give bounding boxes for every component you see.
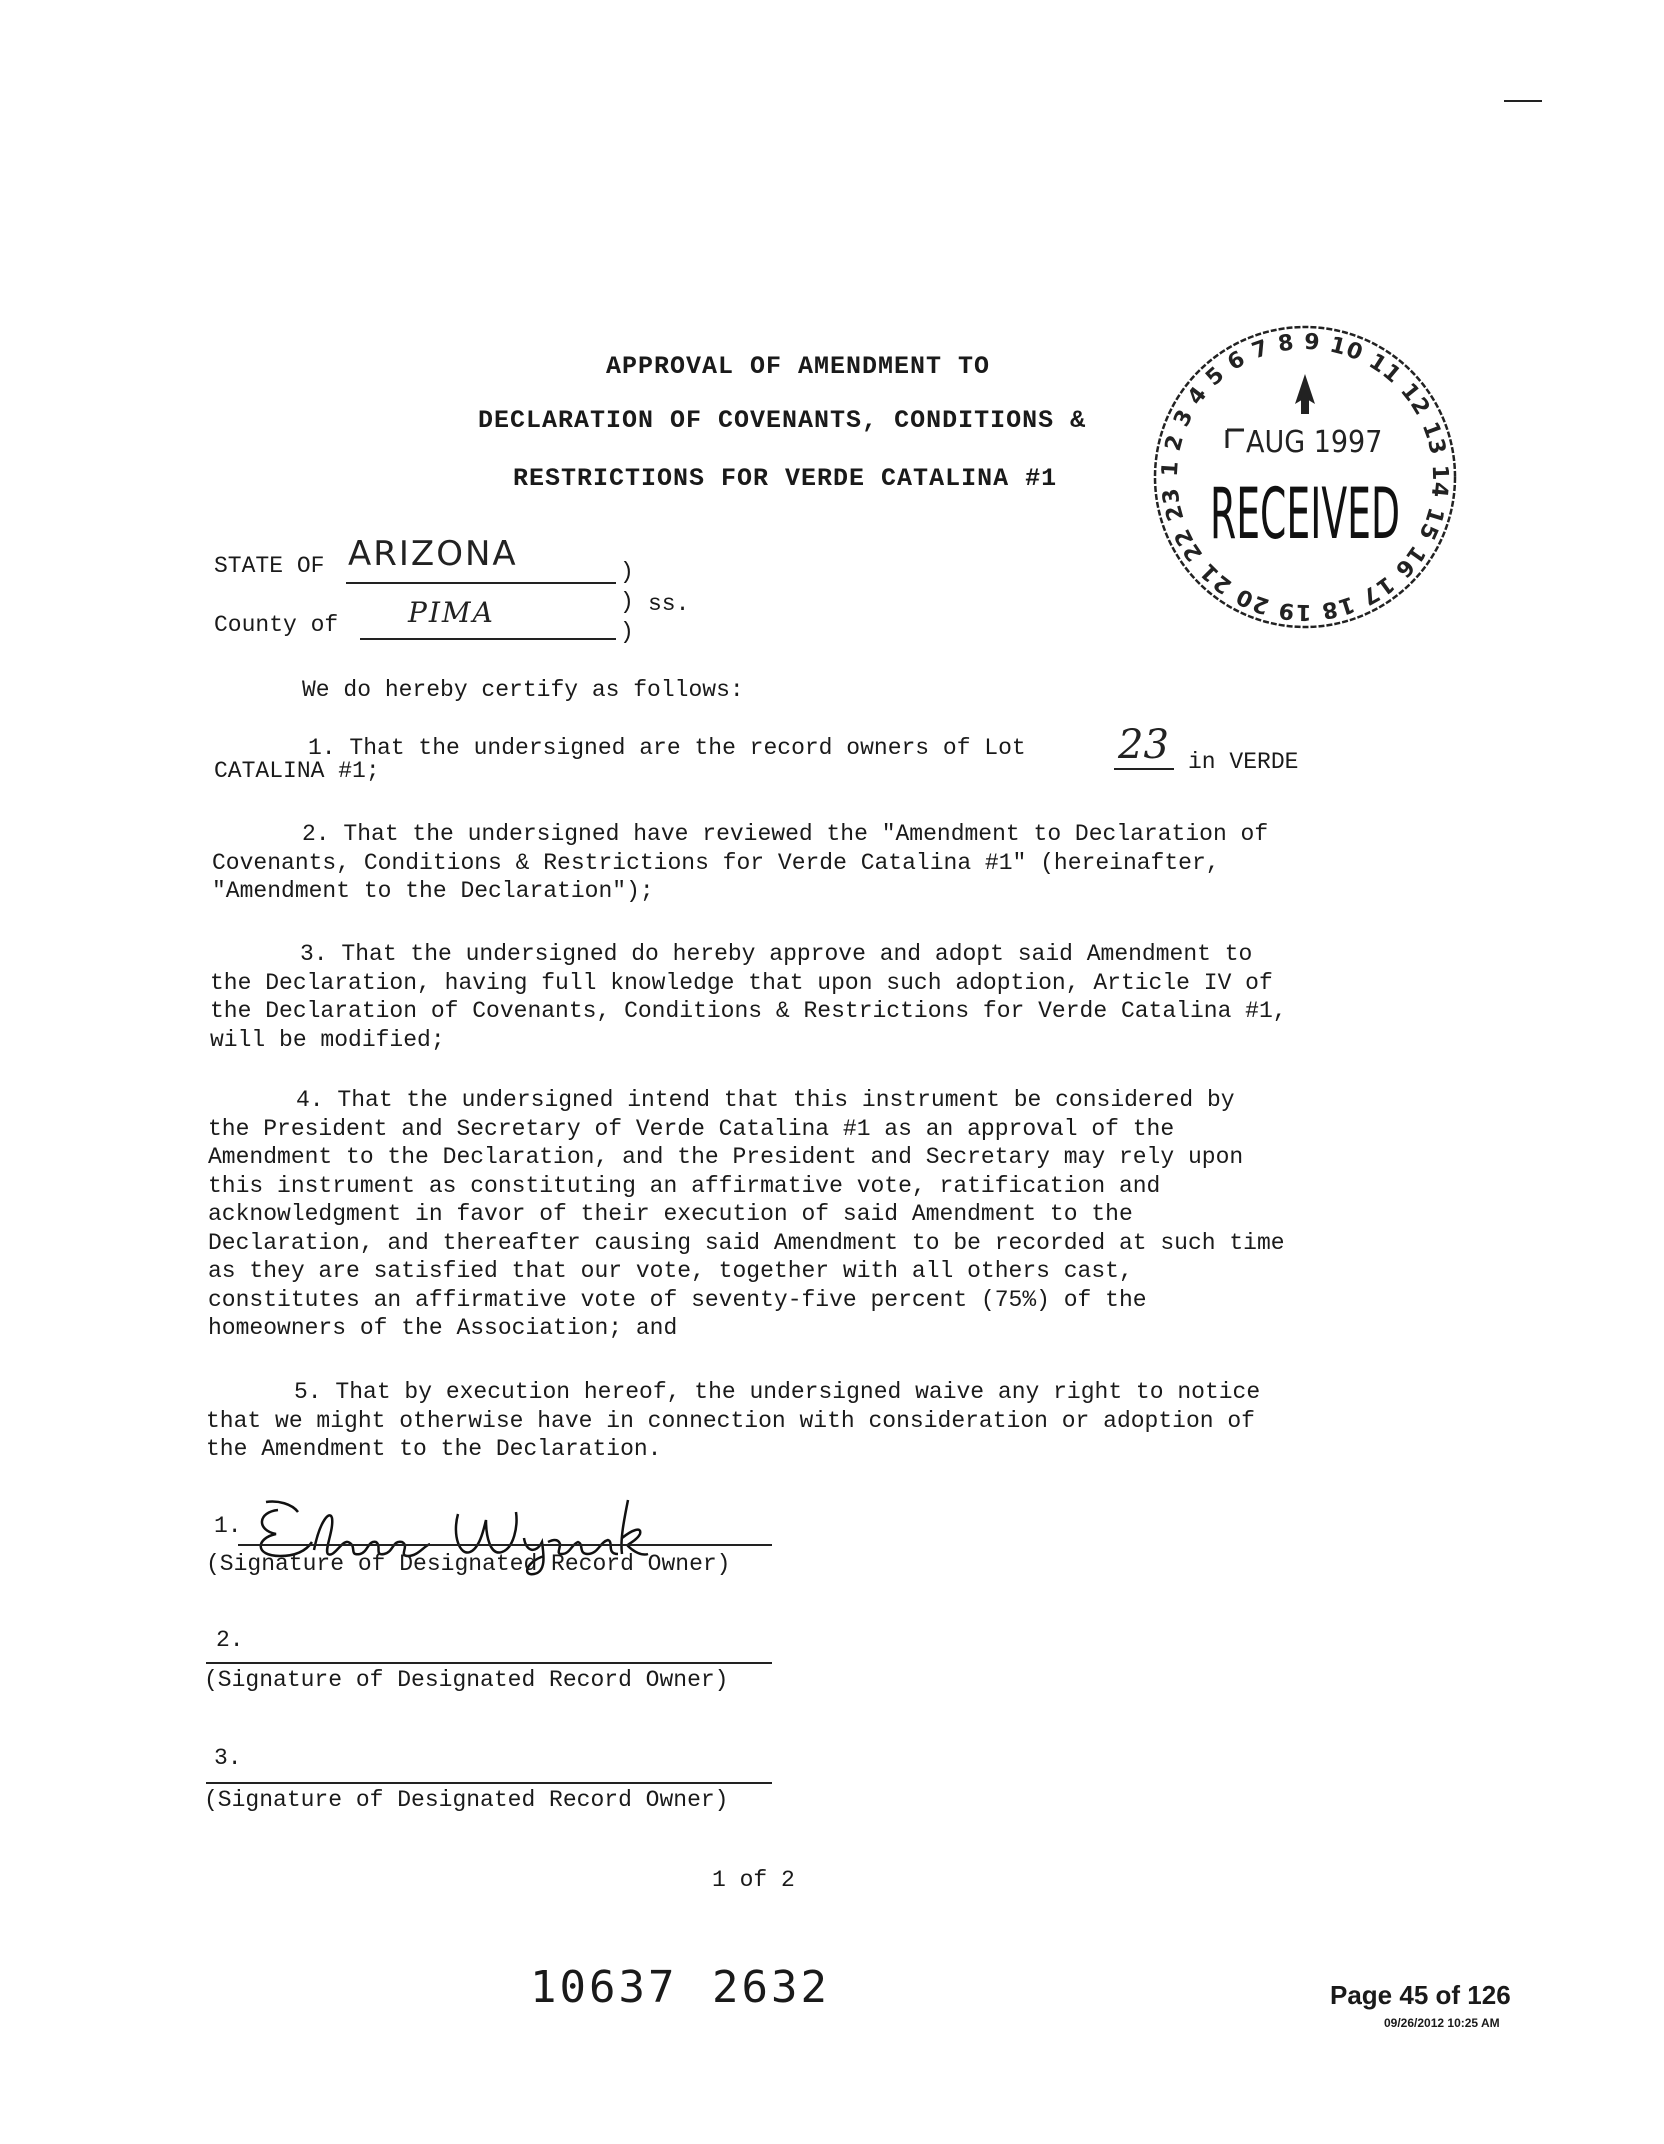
ss-label: ss. <box>648 591 690 617</box>
county-value: PIMA <box>408 596 495 629</box>
item-4-line-3: Amendment to the Declaration, and the President and Secretary may rely upon <box>208 1144 1244 1170</box>
item-4-line-7: as they are satisfied that our vote, together with all others cast, <box>208 1258 1133 1284</box>
recording-book-number: 10637 <box>530 1962 678 2013</box>
item-2-line-1: 2. That the undersigned have reviewed the "Amendment to Declaration of <box>302 821 1269 847</box>
item-4-line-8: constitutes an affirmative vote of seventy-five percent (75%) of the <box>208 1286 1147 1313</box>
item-4 <box>208 1086 1285 1343</box>
item-4-line-2: the President and Secretary of Verde Catalina #1 as an approval of the <box>208 1115 1175 1142</box>
item-4-line-5: acknowledgment in favor of their execution of said Amendment to the <box>208 1201 1133 1227</box>
county-paren-2: ) <box>620 619 634 645</box>
received-stamp <box>1152 320 1458 634</box>
item-4-line-6: Declaration, and thereafter causing said Amendment to be recorded at such time <box>208 1229 1285 1256</box>
item-3-line-1: 3. That the undersigned do hereby approve and adopt said Amendment to <box>300 941 1253 967</box>
state-label: STATE OF <box>214 553 325 579</box>
item-3-line-3: the Declaration of Covenants, Conditions & Restrictions for Verde Catalina #1, <box>210 998 1287 1024</box>
signature-3-number: 3. <box>214 1745 242 1771</box>
lot-line <box>1114 768 1174 770</box>
item-5-line-1: 5. That by execution hereof, the undersigned waive any right to notice <box>294 1379 1261 1405</box>
item-2-line-3: "Amendment to the Declaration"); <box>212 878 654 904</box>
recording-page-number: 2632 <box>712 1962 830 2013</box>
page-counter: Page 45 of 126 <box>1330 1980 1511 2010</box>
svg-text:RECEIVED: RECEIVED <box>1210 473 1400 555</box>
signature-3-line <box>206 1782 772 1784</box>
item-4-line-9: homeowners of the Association; and <box>208 1315 678 1341</box>
signature-2-caption: (Signature of Designated Record Owner) <box>204 1667 729 1693</box>
county-paren-1: ) <box>620 589 634 615</box>
scan-mark <box>1504 100 1542 102</box>
item-1-line-2: CATALINA #1; <box>214 758 380 784</box>
page-timestamp: 09/26/2012 10:25 AM <box>1384 2016 1500 2030</box>
item-4-line-4: this instrument as constituting an affirmative vote, ratification and <box>208 1172 1161 1199</box>
title-line-3: RESTRICTIONS FOR VERDE CATALINA #1 <box>513 464 1058 493</box>
signature-1-caption: (Signature of Designated Record Owner) <box>206 1551 731 1577</box>
county-line <box>360 638 616 640</box>
item-5-line-2: that we might otherwise have in connection with consideration or adoption of <box>206 1407 1255 1434</box>
item-3-line-2: the Declaration, having full knowledge that upon such adoption, Article IV of <box>210 969 1273 996</box>
signature-1-number: 1. <box>214 1513 242 1539</box>
page-of: 1 of 2 <box>712 1867 795 1893</box>
item-2 <box>212 820 1268 906</box>
title-line-2: DECLARATION OF COVENANTS, CONDITIONS & <box>478 406 1087 435</box>
signature-3-caption: (Signature of Designated Record Owner) <box>204 1787 729 1813</box>
item-1-lot-after: in VERDE <box>1188 749 1299 775</box>
title-line-1: APPROVAL OF AMENDMENT TO <box>606 352 991 381</box>
lot-number: 23 <box>1118 722 1169 768</box>
state-value: ARIZONA <box>348 534 518 574</box>
svg-text:AUG 1997: AUG 1997 <box>1246 425 1383 460</box>
received-stamp-graphic <box>1152 320 1458 634</box>
svg-text:1 2 3 4 5 6 7 8 9 10 11 12 13: 1 2 3 4 5 6 7 8 9 10 11 12 13 14 15 16 17 18 19 20 21 22 23 <box>1157 329 1453 625</box>
signature-2-number: 2. <box>216 1627 244 1653</box>
item-3-line-4: will be modified; <box>210 1026 445 1053</box>
signature-2-line <box>206 1662 772 1664</box>
county-label: County of <box>214 612 339 638</box>
intro-text: We do hereby certify as follows: <box>302 677 744 703</box>
signature-1-line <box>238 1544 772 1546</box>
item-3 <box>210 940 1287 1054</box>
state-paren: ) <box>620 559 634 585</box>
item-5-line-3: the Amendment to the Declaration. <box>206 1436 662 1462</box>
item-2-line-2: Covenants, Conditions & Restrictions for Verde Catalina #1" (hereinafter, <box>212 849 1220 876</box>
item-5 <box>206 1378 1260 1464</box>
item-1-line-1: 1. That the undersigned are the record owners of Lot <box>308 735 1026 761</box>
state-line <box>346 582 616 584</box>
item-4-line-1: 4. That the undersigned intend that this instrument be considered by <box>296 1087 1235 1113</box>
